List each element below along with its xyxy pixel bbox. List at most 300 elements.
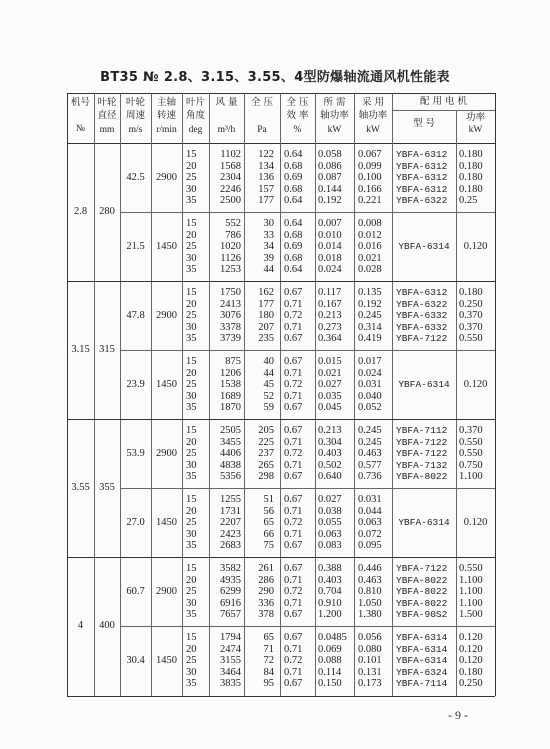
used-power-cell: 0.017 — [358, 356, 382, 367]
motor-power-cell: 0.180 — [459, 183, 483, 195]
motor-power-cell: 1.100 — [459, 597, 483, 609]
shaft-power-cell: 0.150 — [318, 678, 342, 689]
air-volume-cell: 1253 — [220, 264, 241, 275]
total-pressure-cell: 205 — [258, 425, 274, 436]
used-power-cell: 0.736 — [358, 471, 382, 482]
blade-angle-cell: 15 — [186, 356, 197, 367]
used-power-cell: 0.067 — [358, 149, 382, 160]
blade-angle-cell: 20 — [186, 574, 197, 586]
motor-power-cell: 0.550 — [459, 448, 483, 459]
blade-angle-cell: 30 — [186, 459, 197, 471]
page-number: - 9 - — [448, 708, 468, 722]
shaft-power-cell: 0.063 — [318, 528, 342, 540]
used-power-cell: 0.095 — [358, 540, 382, 551]
used-power-cell: 0.419 — [358, 333, 382, 344]
shaft-power-cell: 0.364 — [318, 333, 342, 344]
air-volume-cell: 2474 — [220, 643, 241, 655]
efficiency-cell: 0.68 — [284, 252, 303, 264]
total-pressure-cell: 39 — [263, 252, 274, 264]
shaft-power-cell: 0.021 — [318, 367, 342, 379]
sub-block-rule — [120, 488, 495, 489]
blade-angle-cell: 20 — [186, 298, 197, 310]
blade-angle-cell: 35 — [186, 402, 197, 413]
header-used_power-line: kW — [366, 125, 380, 135]
efficiency-cell: 0.71 — [284, 436, 303, 448]
motor-model-cell: YBFA-8022 — [396, 471, 448, 482]
air-volume-cell: 1689 — [220, 390, 241, 402]
air-volume-cell: 3582 — [220, 563, 241, 574]
motor-model-value: YBFA-6314 — [398, 378, 450, 390]
blade-angle-cell: 30 — [186, 252, 197, 264]
shaft-power-cell: 0.114 — [318, 666, 342, 678]
air-volume-cell: 3155 — [220, 655, 241, 666]
total-pressure-cell: 207 — [258, 321, 274, 333]
group-rule — [67, 419, 495, 420]
header-efficiency-line: 全 压 — [286, 97, 309, 108]
motor-header-rule — [392, 110, 495, 111]
shaft-power-cell: 0.027 — [318, 379, 342, 390]
motor-model-cell: YBFA-6324 — [396, 666, 448, 678]
impeller-dia-value: 315 — [99, 344, 115, 355]
shaft-power-cell: 0.055 — [318, 517, 342, 528]
efficiency-cell: 0.67 — [284, 287, 303, 298]
blade-angle-cell: 30 — [186, 597, 197, 609]
blade-angle-cell: 20 — [186, 367, 197, 379]
header-air_volume-line: 风 量 — [215, 97, 238, 108]
motor-model-cell: YBFA-6322 — [396, 195, 448, 206]
header-impeller_dia-line: 直径 — [97, 110, 117, 121]
efficiency-cell: 0.67 — [284, 678, 303, 689]
shaft-speed-value: 1450 — [156, 516, 177, 528]
motor-model-cell: YBFA-7122 — [396, 436, 448, 448]
header-shaft_speed-line: r/min — [156, 125, 177, 135]
sub-block-rule — [120, 626, 495, 627]
header-shaft_speed-line: 转速 — [156, 110, 176, 121]
blade-angle-cell: 30 — [186, 390, 197, 402]
used-power-cell: 0.040 — [358, 390, 382, 402]
efficiency-cell: 0.64 — [284, 218, 303, 229]
header-blade_angle-line: 角度 — [185, 110, 205, 121]
efficiency-cell: 0.67 — [284, 356, 303, 367]
total-pressure-cell: 286 — [258, 574, 274, 586]
header-used_power-line: 轴功率 — [358, 110, 388, 121]
air-volume-cell: 7657 — [220, 609, 241, 620]
motor-power-value: 0.120 — [463, 516, 488, 528]
motor-power-cell: 0.550 — [459, 333, 483, 344]
tip-speed-value: 30.4 — [126, 654, 145, 666]
machine-no-value: 2.8 — [73, 206, 88, 217]
shaft-power-cell: 0.058 — [318, 149, 342, 160]
efficiency-cell: 0.64 — [284, 195, 303, 206]
total-pressure-cell: 162 — [258, 287, 274, 298]
header-rule — [67, 143, 495, 144]
total-pressure-cell: 298 — [258, 471, 274, 482]
total-pressure-cell: 157 — [258, 183, 274, 195]
motor-model-value: YBFA-6314 — [398, 516, 450, 528]
shaft-power-cell: 0.024 — [318, 264, 342, 275]
blade-angle-cell: 25 — [186, 379, 197, 390]
efficiency-cell: 0.71 — [284, 459, 303, 471]
impeller-dia-value: 355 — [99, 482, 115, 493]
used-power-cell: 0.166 — [358, 183, 382, 195]
efficiency-cell: 0.67 — [284, 540, 303, 551]
total-pressure-cell: 237 — [258, 448, 274, 459]
motor-power-cell: 0.180 — [459, 287, 483, 298]
header-impeller_dia-line: mm — [99, 125, 115, 135]
blade-angle-cell: 30 — [186, 183, 197, 195]
shaft-power-cell: 0.388 — [318, 563, 342, 574]
blade-angle-cell: 35 — [186, 195, 197, 206]
shaft-speed-value: 1450 — [156, 378, 177, 390]
motor-model-cell: YBFA-7122 — [396, 333, 448, 344]
shaft-power-cell: 1.200 — [318, 609, 342, 620]
blade-angle-cell: 15 — [186, 494, 197, 505]
motor-model-cell: YBFA-6322 — [396, 298, 448, 310]
table-border-right — [495, 93, 496, 696]
efficiency-cell: 0.71 — [284, 666, 303, 678]
efficiency-cell: 0.72 — [284, 586, 303, 597]
shaft-power-cell: 0.027 — [318, 494, 342, 505]
motor-model-value: YBFA-6314 — [398, 240, 450, 252]
motor-model-cell: YBFA-6332 — [396, 310, 448, 321]
motor-model-cell: YBFA-8022 — [396, 586, 448, 597]
used-power-cell: 0.031 — [358, 494, 382, 505]
shaft-power-cell: 0.087 — [318, 172, 342, 183]
total-pressure-cell: 177 — [258, 298, 274, 310]
shaft-speed-value: 2900 — [156, 585, 177, 597]
total-pressure-cell: 45 — [263, 379, 274, 390]
total-pressure-cell: 177 — [258, 195, 274, 206]
blade-angle-cell: 35 — [186, 540, 197, 551]
tip-speed-value: 21.5 — [126, 240, 145, 252]
air-volume-cell: 552 — [225, 218, 241, 229]
motor-model-cell: YBFA-7114 — [396, 678, 448, 689]
used-power-cell: 0.192 — [358, 298, 382, 310]
header-shaft_power-line: 轴功率 — [320, 110, 349, 121]
page-title: BT35 № 2.8、3.15、3.55、4型防爆轴流通风机性能表 — [100, 70, 450, 85]
used-power-cell: 0.099 — [358, 160, 382, 172]
header-motor-power-line: 功率 — [465, 112, 485, 123]
motor-power-cell: 0.120 — [459, 655, 483, 666]
impeller-dia-value: 280 — [99, 206, 115, 217]
used-power-cell: 0.101 — [358, 655, 382, 666]
total-pressure-cell: 44 — [263, 367, 274, 379]
column-rule — [182, 93, 183, 696]
header-blade_angle-line: deg — [188, 125, 203, 135]
air-volume-cell: 6299 — [220, 586, 241, 597]
efficiency-cell: 0.72 — [284, 517, 303, 528]
motor-model-cell: YBFA-6314 — [396, 643, 448, 655]
motor-model-cell: YBFA-90S2 — [396, 609, 448, 620]
header-air_volume-line: m³/h — [217, 125, 236, 135]
blade-angle-cell: 35 — [186, 609, 197, 620]
shaft-speed-value: 2900 — [156, 171, 177, 183]
tip-speed-value: 60.7 — [126, 585, 145, 597]
shaft-power-cell: 0.403 — [318, 574, 342, 586]
blade-angle-cell: 25 — [186, 655, 197, 666]
blade-angle-cell: 20 — [186, 643, 197, 655]
total-pressure-cell: 122 — [258, 149, 274, 160]
blade-angle-cell: 15 — [186, 218, 197, 229]
shaft-power-cell: 0.273 — [318, 321, 342, 333]
motor-power-cell: 0.120 — [459, 632, 483, 643]
used-power-cell: 0.028 — [358, 264, 382, 275]
air-volume-cell: 1538 — [220, 379, 241, 390]
shaft-power-cell: 0.704 — [318, 586, 342, 597]
air-volume-cell: 2683 — [220, 540, 241, 551]
used-power-cell: 0.577 — [358, 459, 382, 471]
motor-power-cell: 1.100 — [459, 471, 483, 482]
total-pressure-cell: 30 — [263, 218, 274, 229]
header-efficiency-line: % — [293, 125, 302, 135]
tip-speed-value: 42.5 — [126, 171, 145, 183]
sub-block-rule — [120, 212, 495, 213]
shaft-power-cell: 0.035 — [318, 390, 342, 402]
total-pressure-cell: 235 — [258, 333, 274, 344]
efficiency-cell: 0.67 — [284, 425, 303, 436]
efficiency-cell: 0.71 — [284, 597, 303, 609]
used-power-cell: 0.463 — [358, 448, 382, 459]
shaft-power-cell: 0.213 — [318, 425, 342, 436]
shaft-power-cell: 0.083 — [318, 540, 342, 551]
total-pressure-cell: 72 — [263, 655, 274, 666]
shaft-power-cell: 0.014 — [318, 241, 342, 252]
shaft-speed-value: 2900 — [156, 309, 177, 321]
total-pressure-cell: 51 — [263, 494, 274, 505]
air-volume-cell: 4935 — [220, 574, 241, 586]
blade-angle-cell: 20 — [186, 436, 197, 448]
shaft-power-cell: 0.010 — [318, 229, 342, 241]
motor-power-cell: 0.550 — [459, 436, 483, 448]
blade-angle-cell: 15 — [186, 632, 197, 643]
total-pressure-cell: 134 — [258, 160, 274, 172]
total-pressure-cell: 65 — [263, 517, 274, 528]
used-power-cell: 0.810 — [358, 586, 382, 597]
shaft-power-cell: 0.0485 — [318, 632, 347, 643]
total-pressure-cell: 33 — [263, 229, 274, 241]
motor-power-cell: 1.100 — [459, 574, 483, 586]
air-volume-cell: 2505 — [220, 425, 241, 436]
total-pressure-cell: 225 — [258, 436, 274, 448]
total-pressure-cell: 40 — [263, 356, 274, 367]
motor-model-cell: YBFA-7122 — [396, 563, 448, 574]
total-pressure-cell: 59 — [263, 402, 274, 413]
blade-angle-cell: 30 — [186, 528, 197, 540]
motor-power-cell: 1.500 — [459, 609, 483, 620]
motor-model-cell: YBFA-6312 — [396, 149, 448, 160]
motor-power-value: 0.120 — [463, 240, 488, 252]
motor-power-cell: 0.250 — [459, 298, 483, 310]
used-power-cell: 0.245 — [358, 310, 382, 321]
shaft-power-cell: 0.167 — [318, 298, 342, 310]
used-power-cell: 0.221 — [358, 195, 382, 206]
blade-angle-cell: 25 — [186, 172, 197, 183]
header-tip_speed-line: 周速 — [125, 110, 145, 121]
efficiency-cell: 0.68 — [284, 160, 303, 172]
total-pressure-cell: 34 — [263, 241, 274, 252]
used-power-cell: 0.131 — [358, 666, 382, 678]
total-pressure-cell: 378 — [258, 609, 274, 620]
air-volume-cell: 3455 — [220, 436, 241, 448]
motor-model-cell: YBFA-7132 — [396, 459, 448, 471]
blade-angle-cell: 25 — [186, 448, 197, 459]
efficiency-cell: 0.67 — [284, 494, 303, 505]
air-volume-cell: 1255 — [220, 494, 241, 505]
tip-speed-value: 23.9 — [126, 378, 145, 390]
motor-power-cell: 0.250 — [459, 678, 483, 689]
efficiency-cell: 0.71 — [284, 528, 303, 540]
air-volume-cell: 2246 — [220, 183, 241, 195]
header-machine_no-line: № — [75, 124, 86, 134]
header-total_pressure-line: Pa — [257, 125, 267, 135]
shaft-power-cell: 0.640 — [318, 471, 342, 482]
motor-model-cell: YBFA-6314 — [396, 655, 448, 666]
table-border-bottom — [67, 696, 495, 697]
efficiency-cell: 0.68 — [284, 183, 303, 195]
header-shaft_power-line: 所 需 — [323, 97, 346, 108]
motor-model-cell: YBFA-6314 — [396, 632, 448, 643]
motor-power-value: 0.120 — [463, 378, 488, 390]
efficiency-cell: 0.64 — [284, 149, 303, 160]
shaft-power-cell: 0.045 — [318, 402, 342, 413]
header-impeller_dia-line: 叶轮 — [97, 97, 117, 108]
efficiency-cell: 0.71 — [284, 574, 303, 586]
column-rule — [392, 93, 393, 696]
efficiency-cell: 0.72 — [284, 448, 303, 459]
air-volume-cell: 3464 — [220, 666, 241, 678]
efficiency-cell: 0.69 — [284, 172, 303, 183]
shaft-power-cell: 0.213 — [318, 310, 342, 321]
blade-angle-cell: 15 — [186, 563, 197, 574]
efficiency-cell: 0.71 — [284, 321, 303, 333]
shaft-speed-value: 1450 — [156, 240, 177, 252]
air-volume-cell: 4406 — [220, 448, 241, 459]
efficiency-cell: 0.72 — [284, 310, 303, 321]
column-rule — [315, 93, 316, 696]
total-pressure-cell: 136 — [258, 172, 274, 183]
motor-model-cell: YBFA-8022 — [396, 597, 448, 609]
used-power-cell: 0.446 — [358, 563, 382, 574]
table-border-top — [67, 93, 495, 94]
efficiency-cell: 0.71 — [284, 505, 303, 517]
efficiency-cell: 0.71 — [284, 298, 303, 310]
motor-power-cell: 0.180 — [459, 666, 483, 678]
air-volume-cell: 6916 — [220, 597, 241, 609]
total-pressure-cell: 44 — [263, 264, 274, 275]
total-pressure-cell: 336 — [258, 597, 274, 609]
tip-speed-value: 53.9 — [126, 447, 145, 459]
header-tip_speed-line: m/s — [128, 125, 143, 135]
table-border-left — [67, 93, 68, 696]
efficiency-cell: 0.64 — [284, 264, 303, 275]
air-volume-cell: 2304 — [220, 172, 241, 183]
efficiency-cell: 0.71 — [284, 367, 303, 379]
motor-power-cell: 0.25 — [459, 195, 478, 206]
sub-block-rule — [120, 350, 495, 351]
performance-table — [67, 93, 495, 696]
shaft-power-cell: 0.403 — [318, 448, 342, 459]
header-shaft_power-line: kW — [327, 125, 342, 135]
shaft-power-cell: 0.144 — [318, 183, 342, 195]
motor-model-cell: YBFA-6312 — [396, 183, 448, 195]
blade-angle-cell: 20 — [186, 505, 197, 517]
air-volume-cell: 1126 — [220, 252, 241, 264]
air-volume-cell: 1102 — [220, 149, 241, 160]
shaft-power-cell: 0.018 — [318, 252, 342, 264]
blade-angle-cell: 15 — [186, 149, 197, 160]
efficiency-cell: 0.71 — [284, 643, 303, 655]
header-used_power-line: 采 用 — [361, 97, 385, 108]
efficiency-cell: 0.67 — [284, 471, 303, 482]
blade-angle-cell: 30 — [186, 666, 197, 678]
shaft-power-cell: 0.304 — [318, 436, 342, 448]
motor-model-cell: YBFA-8022 — [396, 574, 448, 586]
motor-power-cell: 0.370 — [459, 321, 483, 333]
air-volume-cell: 3739 — [220, 333, 241, 344]
shaft-power-cell: 0.088 — [318, 655, 342, 666]
used-power-cell: 0.063 — [358, 517, 382, 528]
efficiency-cell: 0.67 — [284, 609, 303, 620]
air-volume-cell: 1568 — [220, 160, 241, 172]
column-rule — [280, 93, 281, 696]
efficiency-cell: 0.69 — [284, 241, 303, 252]
header-total_pressure-line: 全 压 — [250, 97, 274, 108]
total-pressure-cell: 95 — [263, 678, 274, 689]
header-tip_speed-line: 叶轮 — [125, 97, 145, 108]
used-power-cell: 0.314 — [358, 321, 382, 333]
machine-no-value: 3.15 — [71, 344, 90, 355]
air-volume-cell: 5356 — [220, 471, 241, 482]
total-pressure-cell: 66 — [263, 528, 274, 540]
efficiency-cell: 0.72 — [284, 379, 303, 390]
group-rule — [67, 557, 495, 558]
used-power-cell: 0.044 — [358, 505, 382, 517]
total-pressure-cell: 56 — [263, 505, 274, 517]
motor-power-cell: 0.180 — [459, 172, 483, 183]
air-volume-cell: 1870 — [220, 402, 241, 413]
used-power-cell: 0.021 — [358, 252, 382, 264]
used-power-cell: 0.245 — [358, 425, 382, 436]
efficiency-cell: 0.67 — [284, 402, 303, 413]
machine-no-value: 3.55 — [71, 482, 90, 493]
air-volume-cell: 4838 — [220, 459, 241, 471]
total-pressure-cell: 180 — [258, 310, 274, 321]
shaft-power-cell: 0.038 — [318, 505, 342, 517]
total-pressure-cell: 261 — [258, 563, 274, 574]
motor-model-cell: YBFA-7112 — [396, 425, 448, 436]
motor-power-cell: 0.180 — [459, 149, 483, 160]
used-power-cell: 0.100 — [358, 172, 382, 183]
shaft-power-cell: 0.086 — [318, 160, 342, 172]
used-power-cell: 1.380 — [358, 609, 382, 620]
used-power-cell: 0.072 — [358, 528, 382, 540]
shaft-power-cell: 0.069 — [318, 643, 342, 655]
shaft-power-cell: 0.117 — [318, 287, 342, 298]
header-machine_no-line: 机号 — [70, 97, 90, 108]
efficiency-cell: 0.67 — [284, 563, 303, 574]
motor-model-cell: YBFA-6312 — [396, 287, 448, 298]
used-power-cell: 0.024 — [358, 367, 382, 379]
shaft-power-cell: 0.192 — [318, 195, 342, 206]
header-efficiency-line: 效 率 — [286, 110, 309, 121]
motor-model-cell: YBFA-6312 — [396, 172, 448, 183]
motor-power-cell: 1.100 — [459, 586, 483, 597]
used-power-cell: 0.245 — [358, 436, 382, 448]
blade-angle-cell: 20 — [186, 160, 197, 172]
total-pressure-cell: 265 — [258, 459, 274, 471]
air-volume-cell: 2413 — [220, 298, 241, 310]
header-motor: 配 用 电 机 — [419, 96, 468, 107]
